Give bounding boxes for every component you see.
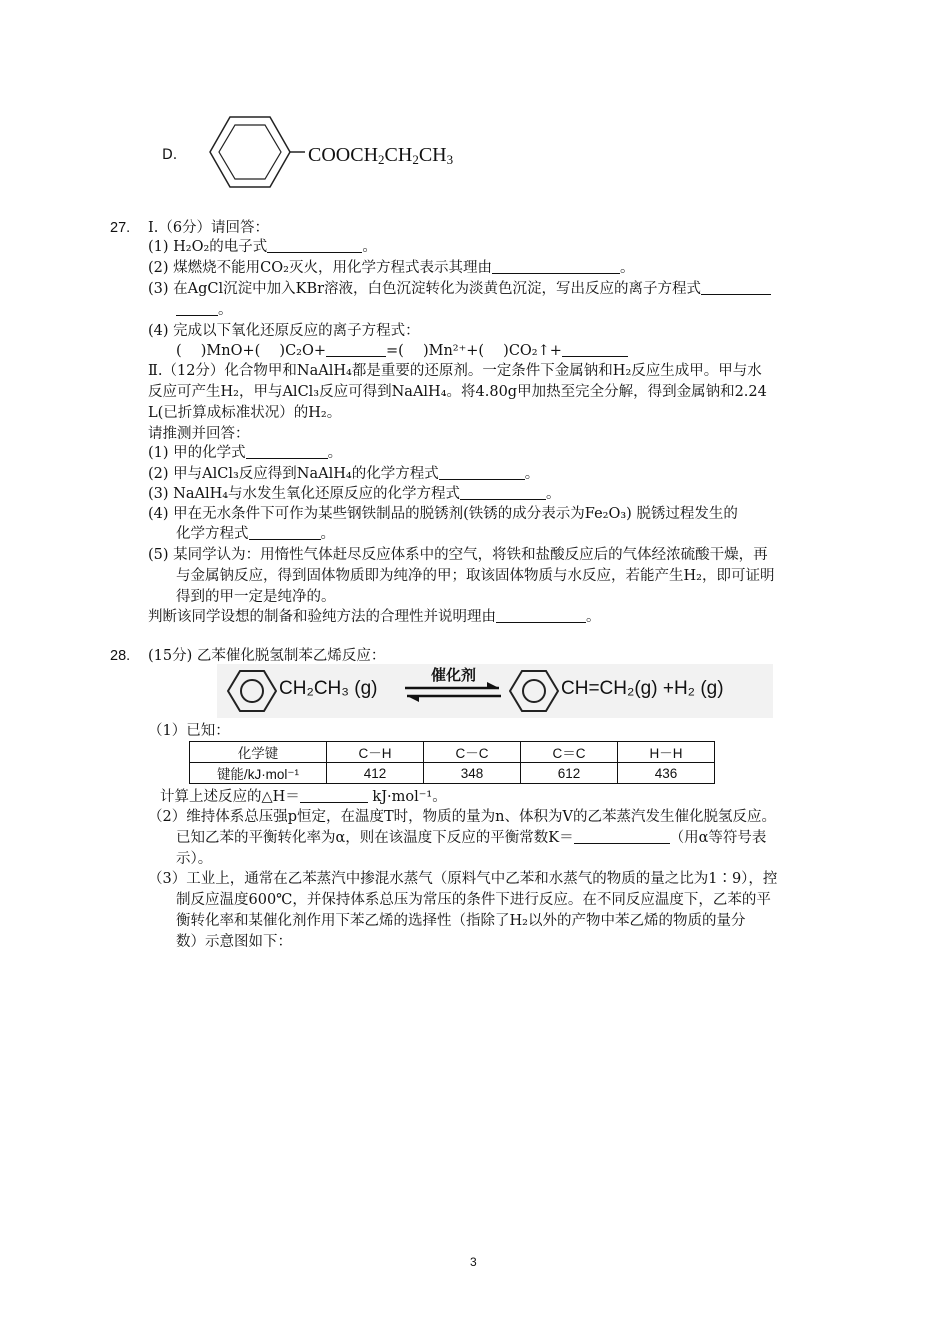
answer-blank[interactable] — [439, 465, 525, 480]
table-header-cell: H－H — [618, 742, 715, 763]
answer-blank[interactable] — [492, 259, 620, 274]
q27-item4-equation: ( )MnO+( )C₂O+ =( )Mn²⁺+( )CO₂↑+ — [176, 342, 628, 360]
q28-item1: （1）已知： — [148, 723, 230, 739]
answer-blank[interactable] — [562, 342, 628, 357]
table-cell: 348 — [424, 763, 521, 784]
q27-part2-item2: (2) 甲与AlCl₃反应得到NaAlH₄的化学方程式 。 — [148, 466, 540, 482]
q27-part2-line4: 请推测并回答： — [148, 426, 250, 442]
q28-number: 28. — [110, 648, 131, 664]
benzene-ring-icon — [227, 668, 277, 714]
q27-part2-item5-cont2: 得到的甲一定是纯净的。 — [176, 589, 336, 605]
catalyst-label: 催化剂 — [431, 666, 477, 684]
table-header-cell: 化学键 — [190, 742, 327, 763]
answer-blank[interactable] — [300, 788, 368, 803]
table-header-cell: C－H — [327, 742, 424, 763]
q28-item3: （3）工业上，通常在乙苯蒸汽中掺混水蒸气（原料气中乙苯和水蒸气的物质的量之比为1∶9），控 — [148, 871, 778, 887]
table-cell: 436 — [618, 763, 715, 784]
table-row-label: 键能/kJ·mol⁻¹ — [190, 763, 327, 784]
bond-energy-table — [189, 741, 715, 784]
q28-item1-calc: 计算上述反应的△H＝ kJ·mol⁻¹。 — [160, 789, 447, 805]
reaction-equation — [217, 664, 773, 718]
q27-part2-item6: 判断该同学设想的制备和验纯方法的合理性并说明理由 。 — [148, 609, 601, 625]
table-row — [190, 742, 715, 763]
q27-part2-item5-cont1: 与金属钠反应，得到固体物质即为纯净的甲；取该固体物质与水反应，若能产生H₂，即可证明 — [176, 568, 775, 584]
q28-item3-cont2: 衡转化率和某催化剂作用下苯乙烯的选择性（指除了H₂以外的产物中苯乙烯的物质的量分 — [176, 913, 746, 929]
benzene-ring-icon — [205, 112, 305, 192]
q27-part2-item3: (3) NaAlH₄与水发生氧化还原反应的化学方程式 。 — [148, 486, 561, 502]
answer-blank[interactable] — [496, 608, 586, 623]
q27-item2: (2) 煤燃烧不能用CO₂灭火，用化学方程式表示其理由 。 — [148, 260, 635, 276]
answer-blank[interactable] — [249, 525, 321, 540]
table-cell: 412 — [327, 763, 424, 784]
q27-item3: (3) 在AgCl沉淀中加入KBr溶液，白色沉淀转化为淡黄色沉淀，写出反应的离子方程式 — [148, 280, 771, 298]
reaction-left: CH₂CH₃ (g) — [279, 678, 378, 699]
table-header-cell: C－C — [424, 742, 521, 763]
q27-part2-line1: Ⅱ.（12分）化合物甲和NaAlH₄都是重要的还原剂。一定条件下金属钠和H₂反应生成甲。甲与水 — [148, 363, 762, 379]
q28-item3-cont1: 制反应温度600℃，并保持体系总压为常压的条件下进行反应。在不同反应温度下，乙苯的平 — [176, 892, 771, 908]
q27-part2-item1: (1) 甲的化学式 。 — [148, 445, 343, 461]
q27-item4: (4) 完成以下氧化还原反应的离子方程式： — [148, 323, 420, 339]
reaction-right: CH=CH₂(g) +H₂ (g) — [561, 678, 724, 699]
answer-blank[interactable] — [246, 444, 328, 459]
q27-part2-item5: (5) 某同学认为：用惰性气体赶尽反应体系中的空气，将铁和盐酸反应后的气体经浓硫酸干燥，再 — [148, 547, 768, 563]
q27-part1-head: Ⅰ.（6分）请回答： — [148, 220, 270, 236]
q27-item3-cont: 。 — [176, 301, 233, 319]
q28-item3-cont3: 数）示意图如下： — [176, 934, 292, 950]
equilibrium-arrow-icon — [403, 682, 503, 704]
q28-item2-cont2: 示）。 — [176, 851, 213, 867]
q28-item2: （2）维持体系总压强p恒定，在温度T时，物质的量为n、体积为V的乙苯蒸汽发生催化脱氢反应。 — [148, 809, 776, 825]
q27-part2-item4-cont: 化学方程式 。 — [176, 526, 335, 542]
q27-number: 27. — [110, 220, 131, 236]
q28-head: (15分) 乙苯催化脱氢制苯乙烯反应： — [148, 648, 386, 664]
table-cell: 612 — [521, 763, 618, 784]
q27-part2-line3: L(已折算成标准状况）的H₂。 — [148, 405, 342, 421]
q27-item1: (1) H₂O₂的电子式 。 — [148, 239, 377, 255]
q27-part2-line2: 反应可产生H₂，甲与AlCl₃反应可得到NaAlH₄。将4.80g甲加热至完全分解，得到金属钠和2.24 — [148, 384, 767, 400]
q28-item2-cont1: 已知乙苯的平衡转化率为α，则在该温度下反应的平衡常数K＝ （用α等符号表 — [176, 830, 767, 846]
answer-blank[interactable] — [176, 301, 218, 316]
answer-blank[interactable] — [701, 280, 771, 295]
page-number: 3 — [470, 1255, 477, 1269]
table-header-cell: C＝C — [521, 742, 618, 763]
table-row — [190, 763, 715, 784]
q27-part2-item4: (4) 甲在无水条件下可作为某些钢铁制品的脱锈剂(铁锈的成分表示为Fe₂O₃) 脱锈过程发生的 — [148, 506, 738, 522]
benzene-ring-icon — [509, 668, 559, 714]
option-d-formula: $COOCH_2CH_2CH_3$ — [308, 144, 454, 167]
answer-blank[interactable] — [460, 485, 546, 500]
answer-blank[interactable] — [326, 342, 386, 357]
option-d-label: D. — [162, 147, 178, 163]
answer-blank[interactable] — [574, 829, 670, 844]
answer-blank[interactable] — [267, 238, 362, 253]
